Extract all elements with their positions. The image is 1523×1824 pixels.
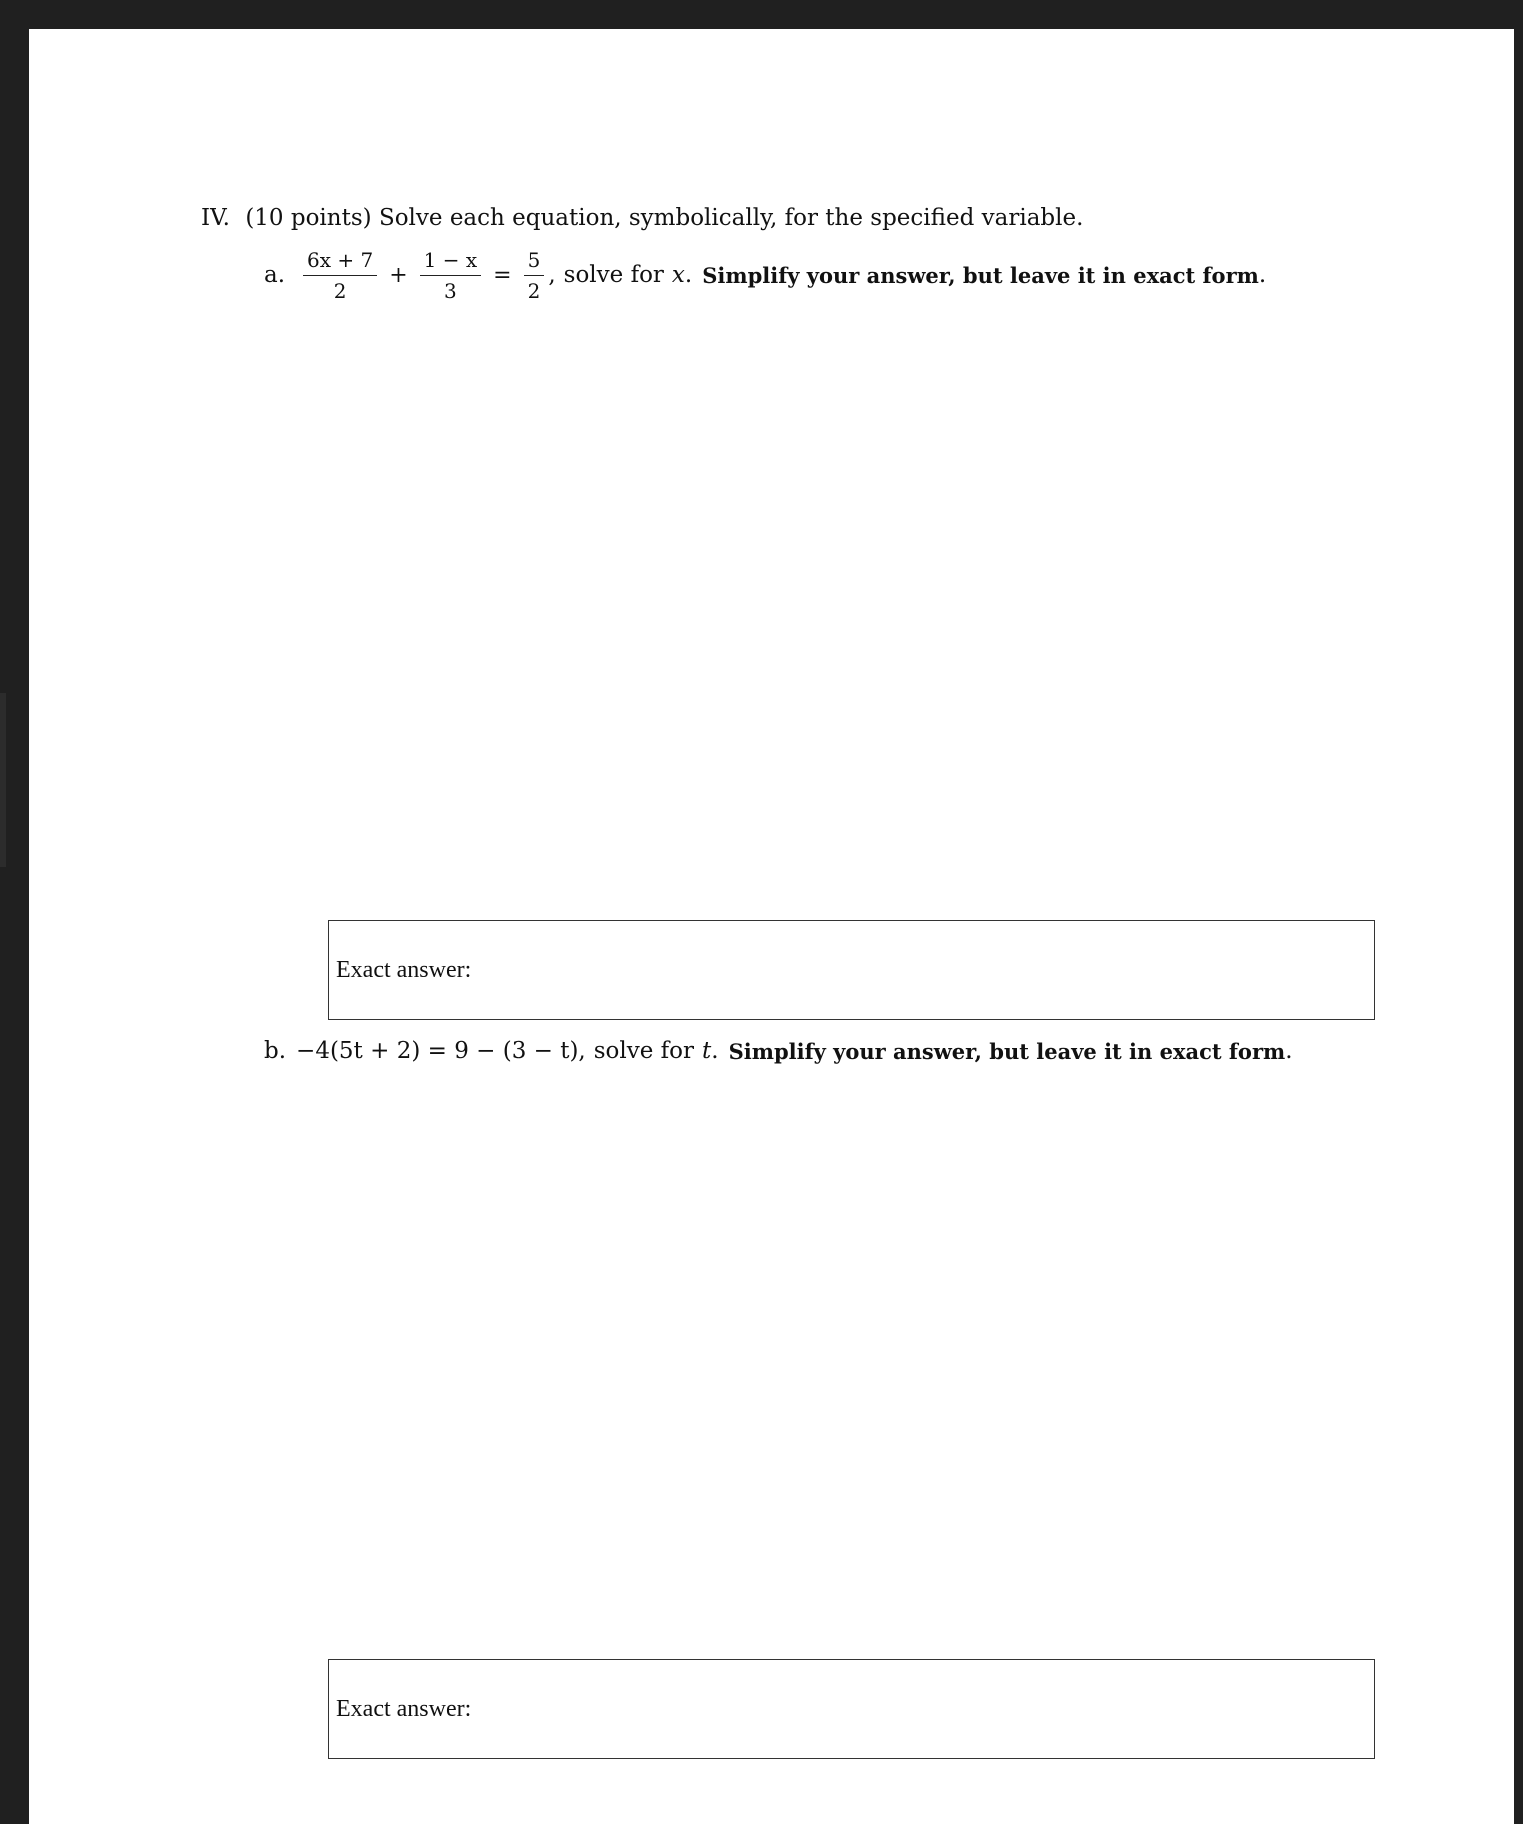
equals-sign: =	[493, 262, 512, 288]
comma: ,	[548, 262, 556, 288]
fraction-3-numerator: 5	[524, 247, 545, 276]
fraction-2-denominator: 3	[444, 278, 457, 303]
fraction-1-numerator: 6x + 7	[303, 247, 377, 276]
fraction-3	[524, 247, 545, 304]
solve-text: solve for	[563, 262, 664, 288]
end-period: .	[1258, 262, 1267, 288]
problem-a	[264, 243, 1266, 307]
variable: x	[671, 262, 685, 288]
answer-label-a: Exact answer:	[336, 957, 472, 983]
section-heading	[201, 205, 1083, 231]
fraction-2	[420, 247, 481, 304]
window-edge-tab	[0, 693, 6, 867]
plus-sign: +	[389, 262, 408, 288]
fraction-1	[303, 247, 377, 304]
emphasis-instruction-b: Simplify your answer, but leave it in exact form	[728, 1038, 1286, 1064]
variable-b: t	[702, 1038, 712, 1064]
fraction-3-denominator: 2	[527, 278, 541, 303]
section-instructions: Solve each equation, symbolically, for the specified variable.	[378, 205, 1084, 231]
emphasis-instruction: Simplify your answer, but leave it in exact form	[702, 262, 1259, 288]
document-page	[29, 29, 1514, 1824]
equation-b: −4(5t + 2) = 9 − (3 − t),	[296, 1038, 586, 1064]
solve-text-b: solve for	[593, 1038, 695, 1064]
problem-b-label: b.	[264, 1038, 287, 1064]
problem-b	[264, 1031, 1293, 1071]
fraction-1-denominator: 2	[333, 278, 347, 303]
section-points: (10 points)	[245, 205, 372, 231]
period-b: .	[711, 1038, 719, 1064]
end-period-b: .	[1285, 1038, 1293, 1064]
section-number: IV.	[201, 205, 230, 231]
answer-label-b: Exact answer:	[336, 1696, 472, 1722]
problem-a-label: a.	[264, 262, 286, 288]
period: .	[684, 262, 693, 288]
answer-box-a[interactable]	[328, 920, 1375, 1020]
fraction-2-numerator: 1 − x	[420, 247, 481, 276]
answer-box-b[interactable]	[328, 1659, 1375, 1759]
